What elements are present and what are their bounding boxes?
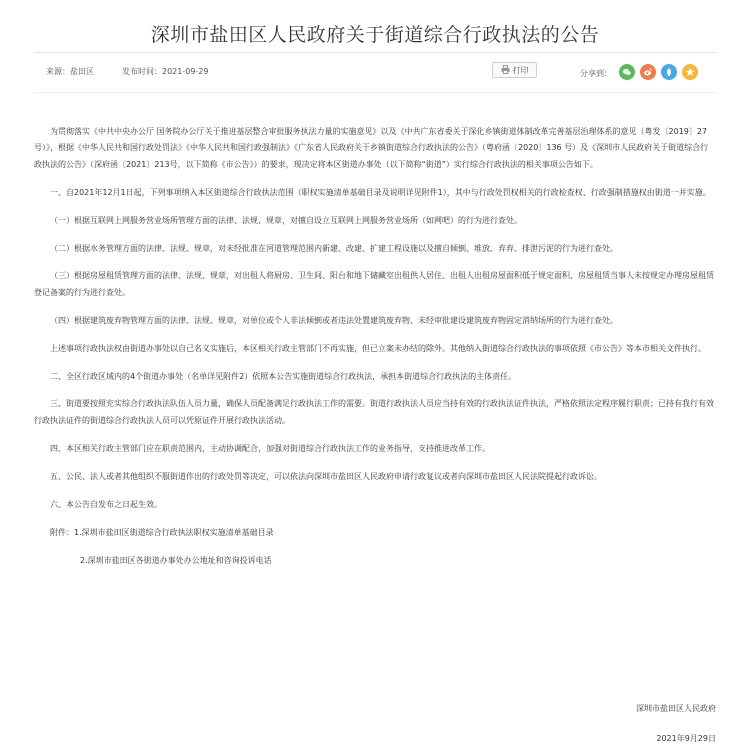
item-1-2: （二）根据水务管理方面的法律、法规、规章，对未经批准在河道管理范围内新建、改建、扩建工程设施以及擅自倾倒、堆放、弃弃、排泄污泥的行为进行查处。 <box>50 243 618 253</box>
favorite-icon[interactable] <box>682 64 698 80</box>
title-divider <box>34 52 716 53</box>
publish-date: 发布时间：2021-09-29 <box>122 67 209 76</box>
attachment-2: 2.深圳市盐田区各街道办事处办公地址和咨询投诉电话 <box>80 555 272 565</box>
item-1-1: （一）根据互联网上网服务营业场所管理方面的法律、法规、规章，对擅自设立互联网上网服务营业场所（如网吧）的行为进行查处。 <box>50 215 522 225</box>
meta-divider <box>34 92 716 93</box>
signature-org: 深圳市盐田区人民政府 <box>636 704 716 713</box>
print-label: 打印 <box>512 65 529 75</box>
item-5: 五、公民、法人或者其他组织不服街道作出的行政处罚等决定，可以依法向深圳市盐田区人民政府申请行政复议或者向深圳市盐田区人民法院提起行政诉讼。 <box>50 471 602 481</box>
intro-paragraph: 为贯彻落实《中共中央办公厅 国务院办公厅关于推进基层整合审批服务执法力量的实施意见》以及《中共广东省委关于深化乡镇街道体制改革完善基层治理体系的意见（粤发〔2019〕27 号）》，根据《中华人民共和国行政处罚法》《中华人民共和国行政强制法》《广东省人民政府关于乡镇街道综合行政执法的公告》（粤府函〔2020〕136 号）及《深圳市人民政府关于街道综合行政执法的公告》（深府函〔2021〕213号，以下简称《市公告》）的要求，现决定将本区街道办事处（以下简称“街道”）实行综合行政执法的相关事项公告如下。 <box>34 127 709 169</box>
item-3: 三、街道要按照充实综合行政执法队伍人员力量，确保人员配备满足行政执法工作的需要。街道行政执法人员应当持有效的行政执法证件执法，严格依照法定程序履行职责；已持有我行有效行政执法证件的街道综合行政执法人员可以凭原证件开展行政执法活动。 <box>34 399 714 425</box>
item-1: 一、自2021年12月1日起，下列事项纳入本区街道综合行政执法范围（职权实施清单基础目录及说明详见附件1），其中与行政处罚权相关的行政检查权、行政强制措施权由街道一并实施。 <box>50 187 711 197</box>
share-icon-group <box>619 64 698 80</box>
signature-date: 2021年9月29日 <box>656 734 716 743</box>
attachment-1: 附件：1.深圳市盐田区街道综合行政执法职权实施清单基础目录 <box>50 527 274 537</box>
source-label: 来源：盐田区 <box>46 67 94 76</box>
qzone-icon[interactable] <box>661 64 677 80</box>
item-1-3: （三）根据房屋租赁管理方面的法律、法规、规章，对出租人将厨房、卫生间、阳台和地下储藏室出租供人居住、出租人出租房屋面积低于规定面积、房屋租赁当事人未按规定办理房屋租赁登记备案的行为进行查处。 <box>34 271 714 297</box>
weibo-icon[interactable] <box>640 64 656 80</box>
item-4: 四、本区相关行政主管部门应在职责范围内，主动协调配合，加强对街道综合行政执法工作的业务指导，支持推进改革工作。 <box>50 443 490 453</box>
item-1-4: （四）根据建筑废弃物管理方面的法律、法规、规章，对单位或个人非法倾倒或者违法处置建筑废弃物、未经审批建设建筑废弃物固定消纳场所的行为进行查处。 <box>50 315 618 325</box>
page-title: 深圳市盐田区人民政府关于街道综合行政执法的公告 <box>150 24 600 46</box>
share-label: 分享到： <box>580 69 612 78</box>
item-6: 六、本公告自发布之日起生效。 <box>50 499 162 509</box>
printer-icon <box>501 65 510 76</box>
item-1-note: 上述事项行政执法权由街道办事处以自己名义实施后，本区相关行政主管部门不再实施，但已立案未办结的除外。其他纳入街道综合行政执法的事项依照《市公告》等本市相关文件执行。 <box>50 343 706 353</box>
announcement-body <box>34 124 716 581</box>
wechat-icon[interactable] <box>619 64 635 80</box>
print-button[interactable] <box>492 62 537 78</box>
item-2: 二、全区行政区域内的4个街道办事处（名单详见附件2）依照本公告实施街道综合行政执法，承担本街道综合行政执法的主体责任。 <box>50 371 517 381</box>
